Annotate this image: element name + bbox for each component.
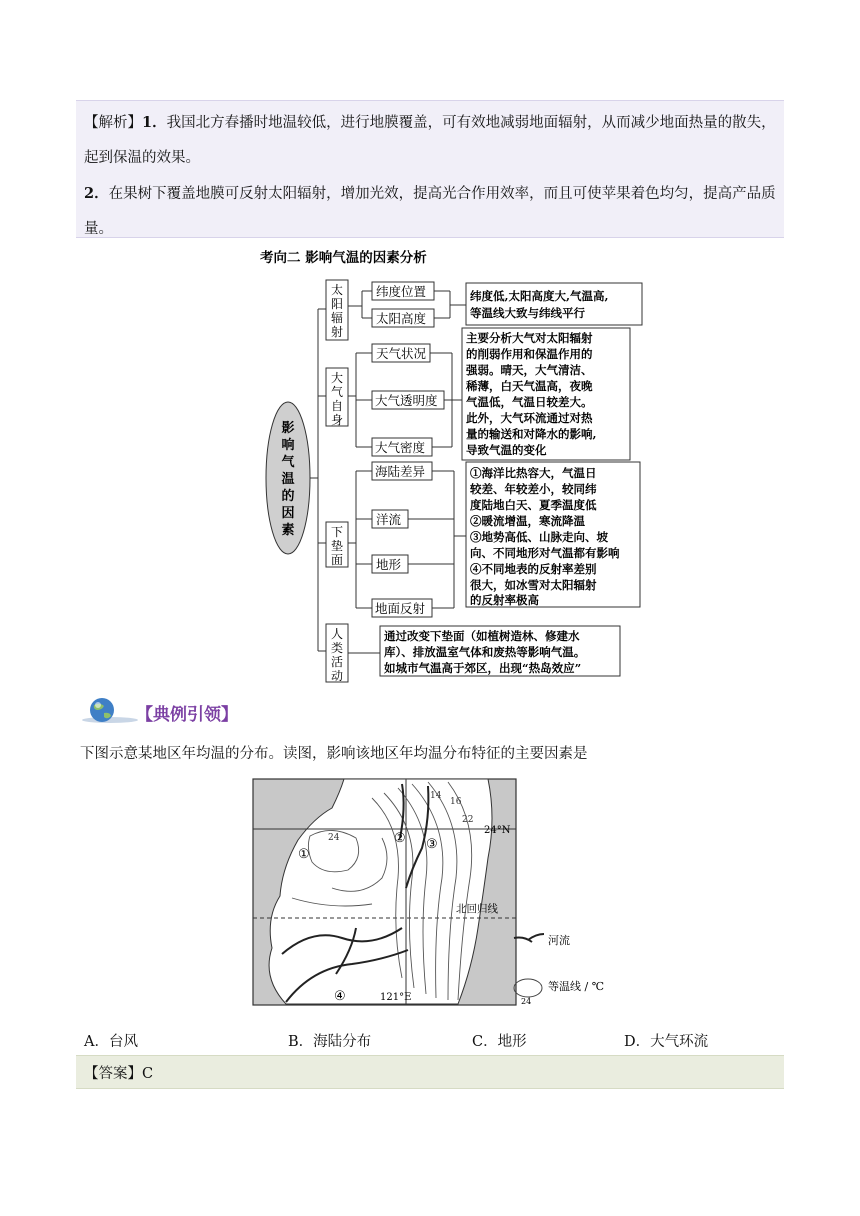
item-latitude: 纬度位置 xyxy=(376,284,427,299)
group-human xyxy=(326,624,348,683)
legend-river-label: 河流 xyxy=(548,934,570,947)
analysis-paragraph-2 xyxy=(84,176,776,247)
group-char: 大 xyxy=(330,371,344,385)
answer-block xyxy=(76,1055,784,1089)
root-char: 因 xyxy=(281,506,295,521)
option-text: 地形 xyxy=(497,1034,527,1050)
isotherm-label: 24 xyxy=(328,833,340,843)
note-surface xyxy=(466,462,640,607)
item-solar-altitude: 太阳高度 xyxy=(376,311,427,326)
latitude-label: 24°N xyxy=(484,825,511,836)
group-char: 人 xyxy=(330,627,344,641)
isotherm-label: 16 xyxy=(450,797,462,807)
root-char: 气 xyxy=(281,455,295,470)
note-line: ③地势高低、山脉走向、坡 xyxy=(470,530,608,544)
root-char: 响 xyxy=(281,438,295,453)
option-c[interactable] xyxy=(472,1030,527,1051)
group-char: 下 xyxy=(330,525,344,539)
group-char: 太 xyxy=(330,283,344,297)
note-line: 纬度低,太阳高度大,气温高, xyxy=(470,289,609,303)
factor-diagram xyxy=(258,246,658,686)
note-line: 气温低，气温日较差大。 xyxy=(466,395,593,409)
root-label xyxy=(281,420,295,538)
item-ocean-current: 洋流 xyxy=(376,512,402,527)
note-line: 如城市气温高于郊区，出现“热岛效应” xyxy=(384,661,582,675)
item-density: 大气密度 xyxy=(375,440,426,455)
marker: ④ xyxy=(334,989,346,1004)
item-land-sea: 海陆差异 xyxy=(375,464,426,479)
note-line: ④不同地表的反射率差别 xyxy=(470,562,597,576)
note-line: 较差、年较差小，较同纬 xyxy=(470,482,597,496)
note-line: 等温线大致与纬线平行 xyxy=(470,306,585,320)
legend-isotherm-value: 24 xyxy=(521,997,532,1006)
river-legend-icon xyxy=(514,934,544,942)
root-char: 影 xyxy=(281,421,295,436)
diagram-title: 考向二 影响气温的因素分析 xyxy=(260,250,427,266)
group-solar xyxy=(326,280,348,340)
root-connectors xyxy=(310,309,326,651)
map-legend xyxy=(514,933,604,1006)
answer-label: 【答案】 xyxy=(84,1066,142,1082)
note-line: 库）、排放温室气体和废热等影响气温。 xyxy=(384,645,586,659)
note-line: 的反射率极高 xyxy=(470,593,539,607)
option-a[interactable] xyxy=(84,1030,138,1051)
item-terrain: 地形 xyxy=(376,557,402,572)
note-line: 此外，大气环流通过对热 xyxy=(466,411,593,425)
group-atmosphere xyxy=(326,368,348,427)
group-char: 面 xyxy=(330,553,344,567)
group-char: 活 xyxy=(330,655,344,669)
analysis-p1-text: 我国北方春播时地温较低，进行地膜覆盖，可有效地减弱地面辐射，从而减少地面热量的散失，起到保温的效果。 xyxy=(84,115,776,166)
option-d[interactable] xyxy=(624,1030,708,1051)
item-transparency: 大气透明度 xyxy=(375,393,438,408)
group-surface xyxy=(326,522,348,567)
analysis-block xyxy=(76,100,784,238)
item-boxes xyxy=(372,282,444,617)
marker: ① xyxy=(298,847,310,862)
option-letter: D． xyxy=(624,1034,651,1050)
option-letter: A． xyxy=(84,1034,109,1050)
note-line: 强弱。晴天，大气清洁、 xyxy=(466,363,593,377)
option-text: 大气环流 xyxy=(650,1034,709,1050)
option-b[interactable] xyxy=(288,1030,371,1051)
option-letter: C． xyxy=(472,1034,498,1050)
example-heading xyxy=(80,696,380,726)
item-surface-reflection: 地面反射 xyxy=(375,601,426,616)
note-line: 主要分析大气对太阳辐射 xyxy=(466,331,593,345)
analysis-p1-number: 1． xyxy=(142,114,167,131)
note-human xyxy=(380,626,620,676)
group-char: 自 xyxy=(330,399,344,413)
group-char: 动 xyxy=(330,669,344,683)
group-char: 辐 xyxy=(330,311,344,325)
example-heading-text: 【典例引领】 xyxy=(136,705,238,725)
group-char: 气 xyxy=(330,385,344,399)
marker: ③ xyxy=(426,837,438,852)
note-line: ②暖流增温，寒流降温 xyxy=(470,514,585,528)
analysis-p2-number: 2． xyxy=(84,185,109,202)
note-atmosphere xyxy=(462,328,630,460)
isotherm-map xyxy=(252,778,622,1010)
root-char: 温 xyxy=(281,472,295,487)
analysis-paragraph-1 xyxy=(84,105,776,176)
answer-value: C xyxy=(142,1066,154,1082)
note-line: 度陆地白天、夏季温度低 xyxy=(470,498,597,512)
group-char: 射 xyxy=(330,325,344,339)
option-text: 海陆分布 xyxy=(313,1034,372,1050)
legend-isotherm-label: 等温线 / ℃ xyxy=(548,980,605,993)
note-line: 稀薄，白天气温高，夜晚 xyxy=(466,379,593,393)
note-line: ①海洋比热容大，气温日 xyxy=(470,466,597,480)
globe-icon xyxy=(80,696,140,726)
item-weather: 天气状况 xyxy=(376,346,427,361)
note-solar xyxy=(466,283,642,325)
isotherm-legend-icon xyxy=(514,979,542,997)
group-char: 类 xyxy=(330,641,344,655)
tropic-label: 北回归线 xyxy=(456,903,498,915)
analysis-tag: 【解析】 xyxy=(84,115,142,131)
isotherm-label: 22 xyxy=(462,815,474,825)
marker: ② xyxy=(394,831,406,846)
question-text: 下图示意某地区年均温的分布。读图，影响该地区年均温分布特征的主要因素是 xyxy=(80,746,588,762)
note-line: 很大，如冰雪对太阳辐射 xyxy=(470,578,597,592)
note-line: 导致气温的变化 xyxy=(466,443,547,457)
note-line: 向、不同地形对气温都有影响 xyxy=(470,546,620,560)
option-letter: B． xyxy=(288,1034,314,1050)
root-char: 素 xyxy=(281,523,295,538)
option-text: 台风 xyxy=(108,1034,138,1050)
isotherm-label: 14 xyxy=(430,791,442,801)
note-line: 通过改变下垫面（如植树造林、修建水 xyxy=(384,629,580,643)
root-char: 的 xyxy=(281,489,295,504)
longitude-label: 121°E xyxy=(380,992,412,1003)
analysis-p2-text: 在果树下覆盖地膜可反射太阳辐射，增加光效，提高光合作用效率，而且可使苹果着色均匀，提高产品质量。 xyxy=(84,186,776,237)
group-char: 阳 xyxy=(330,297,344,311)
group-char: 垫 xyxy=(330,539,344,553)
note-line: 的削弱作用和保温作用的 xyxy=(466,347,593,361)
group-char: 身 xyxy=(330,413,344,427)
note-line: 量的输送和对降水的影响, xyxy=(466,427,597,441)
